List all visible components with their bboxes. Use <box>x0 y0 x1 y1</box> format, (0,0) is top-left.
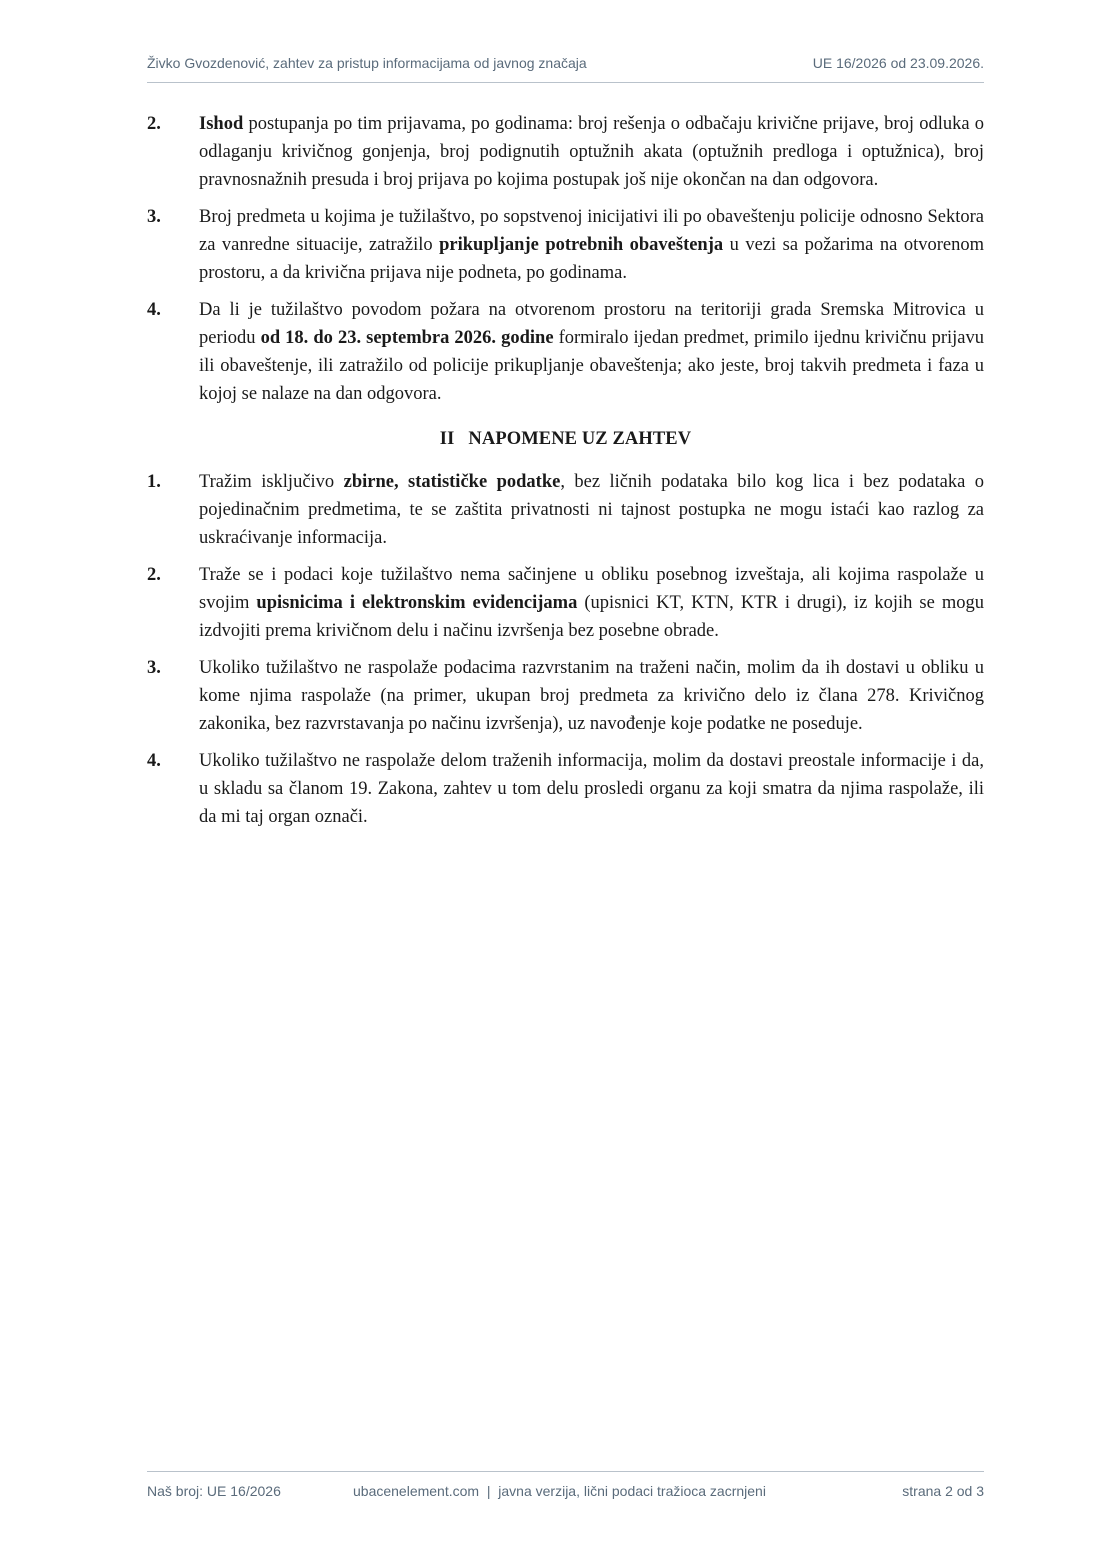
item-number: 2. <box>147 114 161 134</box>
item-text: Ishod postupanja po tim prijavama, po godinama: broj rešenja o odbačaju krivične prijave, broj odluka o odlaganju krivičnog gonjenja, broj podignutih optužnih akata (optužnih predloga i optužnica), broj pravnosnažnih presuda i broj prijava po kojima postupak još nije okončan na dan odgovora. <box>199 114 984 190</box>
item-number: 1. <box>147 472 161 492</box>
item-bold: od 18. do 23. septembra 2026. godine <box>260 328 554 348</box>
list-item <box>147 654 984 738</box>
item-text: Tražim isključivo zbirne, statističke podatke, bez ličnih podataka bilo kog lica i bez podataka o pojedinačnim predmetima, te se zaštita privatnosti ni tajnost postupka ne mogu istaći kao razlog za uskraćivanje informacija. <box>199 472 984 548</box>
list-item <box>147 203 984 287</box>
item-number: 3. <box>147 207 161 227</box>
section-title-text: NAPOMENE UZ ZAHTEV <box>468 429 692 449</box>
header-title: Živko Gvozdenović, zahtev za pristup informacijama od javnog značaja <box>147 55 587 71</box>
page-header <box>147 54 984 83</box>
item-text: Traže se i podaci koje tužilaštvo nema sačinjene u obliku posebnog izveštaja, ali kojima raspolaže u svojim upisnicima i elektronskim evidencijama (upisnici KT, KTN, KTR i drugi), iz kojih se mogu izdvojiti prema krivičnom delu i načinu izvršenja bez posebne obrade. <box>199 565 984 641</box>
section-heading <box>147 425 984 453</box>
item-number: 2. <box>147 565 161 585</box>
item-bold: Ishod <box>199 114 244 134</box>
list-item <box>147 468 984 552</box>
item-number: 3. <box>147 658 161 678</box>
item-number: 4. <box>147 300 161 320</box>
list-item <box>147 296 984 408</box>
item-text: Da li je tužilaštvo povodom požara na otvorenom prostoru na teritoriji grada Sremska Mitrovica u periodu od 18. do 23. septembra 2026. godine formiralo ijedan predmet, primilo ijednu krivičnu prijavu ili obaveštenje, ili zatražilo od policije prikupljanje obaveštenja; ako jeste, broj takvih predmeta i faza u kojoj se nalaze na dan odgovora. <box>199 300 984 404</box>
item-bold: prikupljanje potrebnih obaveštenja <box>439 235 724 255</box>
item-text: Ukoliko tužilaštvo ne raspolaže podacima razvrstanim na traženi način, molim da ih dostavi u obliku u kome njima raspolaže (na primer, ukupan broj predmeta za krivično delo iz člana 278. Krivičnog zakonika, bez razvrstavanja po načinu izvršenja), uz navođenje koje podatke ne poseduje. <box>199 658 984 734</box>
list-item <box>147 561 984 645</box>
list-item <box>147 747 984 831</box>
footer-site-note: ubacenelement.com | javna verzija, lični podaci tražioca zacrnjeni <box>353 1483 766 1499</box>
list-item <box>147 110 984 194</box>
item-number: 4. <box>147 751 161 771</box>
footer-reference: Naš broj: UE 16/2026 <box>147 1483 281 1499</box>
section-numeral: II <box>439 429 455 449</box>
document-body <box>147 110 984 840</box>
page-number: strana 2 od 3 <box>902 1483 984 1499</box>
item-text: Broj predmeta u kojima je tužilaštvo, po sopstvenoj inicijativi ili po obaveštenju policije odnosno Sektora za vanredne situacije, zatražilo prikupljanje potrebnih obaveštenja u vezi sa požarima na otvorenom prostoru, a da krivična prijava nije podneta, po godinama. <box>199 207 984 283</box>
item-text: Ukoliko tužilaštvo ne raspolaže delom traženih informacija, molim da dostavi preostale informacije i da, u skladu sa članom 19. Zakona, zahtev u tom delu prosledi organu za koji smatra da njima raspolaže, ili da mi taj organ označi. <box>199 751 984 827</box>
header-reference: UE 16/2026 od 23.09.2026. <box>812 55 984 71</box>
item-bold: upisnicima i elektronskim evidencijama <box>256 593 578 613</box>
page-footer <box>147 1471 984 1512</box>
item-bold: zbirne, statističke podatke <box>343 472 561 492</box>
